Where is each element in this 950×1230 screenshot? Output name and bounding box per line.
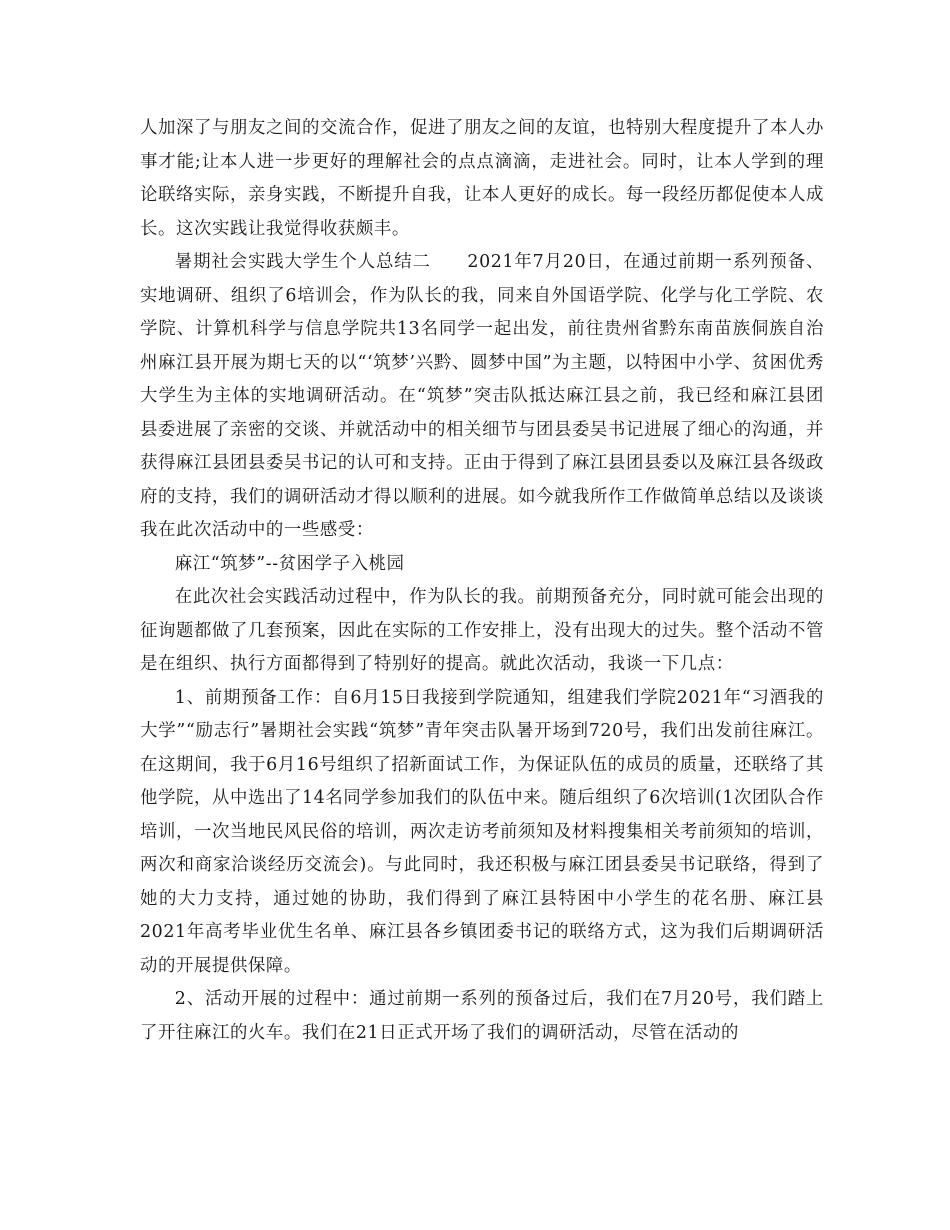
paragraph-continuation: 人加深了与朋友之间的交流合作，促进了朋友之间的友谊，也特别大程度提升了本人办事才能;让本人进一步更好的理解社会的点点滴滴，走进社会。同时，让本人学到的理论联络实际，亲身实践，不断提升自我，让本人更好的成长。每一段经历都促使本人成长。这次实践让我觉得收获颇丰。 xyxy=(140,118,824,239)
document-page xyxy=(140,112,824,1050)
paragraph-overview: 在此次社会实践活动过程中，作为队长的我。前期预备充分，同时就可能会出现的征询题都做了几套预案，因此在实际的工作安排上，没有出现大的过失。整个活动不管是在组织、执行方面都得到了特别好的提高。就此次活动，我谈一下几点： xyxy=(140,587,824,674)
paragraph-summary-two-intro: 暑期社会实践大学生个人总结二 2021年7月20日，在通过前期一系列预备、实地调研、组织了6培训会，作为队长的我，同来自外国语学院、化学与化工学院、农学院、计算机科学与信息学院共13名同学一起出发，前往贵州省黔东南苗族侗族自治州麻江县开展为期七天的以“‘筑梦’兴黔、圆梦中国”为主题，以特困中小学、贫困优秀大学生为主体的实地调研活动。在“筑梦”突击队抵达麻江县之前，我已经和麻江县团县委进展了亲密的交谈、并就活动中的相关细节与团县委吴书记进展了细心的沟通，并获得麻江县团县委吴书记的认可和支持。正由于得到了麻江县团县委以及麻江县各级政府的支持，我们的调研活动才得以顺利的进展。如今就我所作工作做简单总结以及谈谈我在此次活动中的一些感受： xyxy=(140,252,824,540)
section-heading: 麻江“筑梦”--贫困学子入桃园 xyxy=(174,553,405,574)
paragraph-activity-process: 2、活动开展的过程中：通过前期一系列的预备过后，我们在7月20号，我们踏上了开往麻江的火车。我们在21日正式开场了我们的调研活动，尽管在活动的 xyxy=(140,989,824,1043)
paragraph-preparation: 1、前期预备工作：自6月15日我接到学院通知，组建我们学院2021年“习酒我的大学”“励志行”暑期社会实践“筑梦”青年突击队暑开场到720号，我们出发前往麻江。在这期间，我于6月16号组织了招新面试工作，为保证队伍的成员的质量，还联络了其他学院，从中选出了14名同学参加我们的队伍中来。随后组织了6次培训(1次团队合作培训，一次当地民风民俗的培训，两次走访考前须知及材料搜集相关考前须知的培训，两次和商家洽谈经历交流会)。与此同时，我还积极与麻江团县委吴书记联络，得到了她的大力支持，通过她的协助，我们得到了麻江县特困中小学生的花名册、麻江县2021年高考毕业优生名单、麻江县各乡镇团委书记的联络方式，这为我们后期调研活动的开展提供保障。 xyxy=(140,687,824,976)
